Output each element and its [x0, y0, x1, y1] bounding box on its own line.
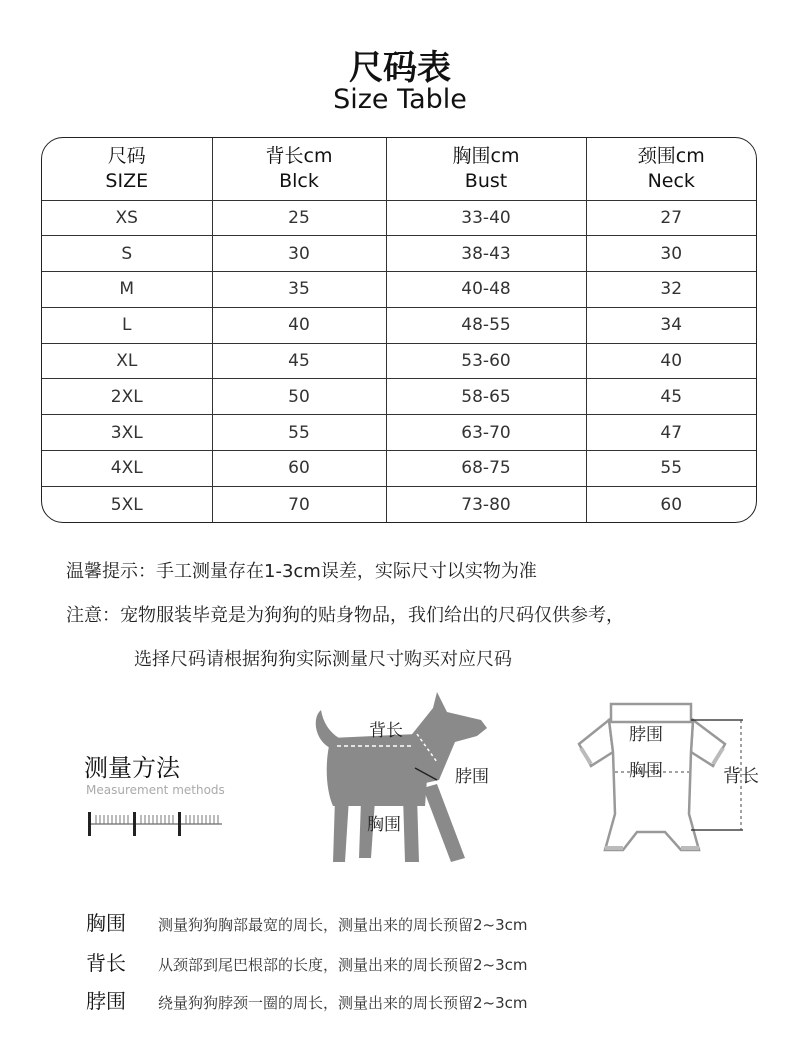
cell-back: 30 [212, 236, 386, 272]
cell-bust: 73-80 [386, 486, 586, 522]
caution-note-line2: 选择尺码请根据狗狗实际测量尺寸购买对应尺码 [134, 649, 512, 670]
table-row [42, 486, 756, 522]
table-row [42, 343, 756, 379]
header-back-length: 背长cm Blck [212, 138, 386, 200]
table-row [42, 272, 756, 308]
cell-neck: 47 [586, 415, 756, 451]
cell-neck: 34 [586, 307, 756, 343]
cell-size: XS [42, 200, 212, 236]
cell-neck: 60 [660, 494, 683, 515]
description-neck [86, 985, 528, 1014]
cell-size: 5XL [42, 486, 212, 522]
tip-note: 温馨提示：手工测量存在1-3cm误差，实际尺寸以实物为准 [66, 561, 537, 582]
cell-size: XL [42, 343, 212, 379]
cell-neck: 32 [586, 272, 756, 308]
cell-neck: 45 [586, 379, 756, 415]
cell-bust: 33-40 [386, 200, 586, 236]
cell-back: 50 [212, 379, 386, 415]
cell-size: L [42, 307, 212, 343]
table-row [42, 307, 756, 343]
method-subtitle: Measurement methods [86, 783, 225, 797]
cell-back: 60 [212, 451, 386, 487]
description-text: 从颈部到尾巴根部的长度，测量出来的周长预留2~3cm [158, 956, 528, 974]
description-back [86, 947, 528, 976]
cell-size: 4XL [42, 451, 212, 487]
garment-diagram [565, 690, 785, 870]
description-text: 绕量狗狗脖颈一圈的周长，测量出来的周长预留2~3cm [158, 994, 528, 1012]
table-row [42, 379, 756, 415]
cell-size: S [42, 236, 212, 272]
dog-label-neck: 脖围 [455, 767, 489, 787]
method-title: 测量方法 [84, 754, 180, 782]
cell-bust: 68-75 [386, 451, 586, 487]
cell-bust: 53-60 [386, 343, 586, 379]
cell-neck: 40 [586, 343, 756, 379]
cell-neck: 27 [586, 200, 756, 236]
page-subtitle: Size Table [333, 84, 467, 115]
cell-back: 55 [212, 415, 386, 451]
garment-label-neck: 脖围 [629, 725, 663, 745]
description-term: 背长 [86, 951, 126, 975]
table-row [42, 236, 756, 272]
cell-bust: 48-55 [386, 307, 586, 343]
table-header-row [42, 138, 756, 200]
dog-label-chest: 胸围 [367, 815, 401, 835]
cell-bust: 58-65 [386, 379, 586, 415]
description-text: 测量狗狗胸部最宽的周长，测量出来的周长预留2~3cm [158, 916, 528, 934]
ruler-icon [86, 806, 226, 836]
cell-neck: 55 [586, 451, 756, 487]
caution-note-line1: 注意：宠物服装毕竟是为狗狗的贴身物品，我们给出的尺码仅供参考， [66, 605, 624, 626]
description-term: 脖围 [86, 989, 126, 1013]
table-row [42, 451, 756, 487]
cell-bust: 40-48 [386, 272, 586, 308]
cell-back: 45 [212, 343, 386, 379]
header-bust: 胸围cm Bust [386, 138, 586, 200]
cell-back: 70 [212, 486, 386, 522]
cell-bust: 38-43 [386, 236, 586, 272]
garment-label-chest: 胸围 [629, 761, 663, 781]
cell-back: 25 [212, 200, 386, 236]
description-chest [86, 907, 528, 936]
dog-diagram [305, 688, 515, 868]
size-table [41, 137, 757, 523]
garment-label-back: 背长 [723, 766, 759, 787]
cell-size: M [42, 272, 212, 308]
cell-back: 35 [212, 272, 386, 308]
table-row [42, 200, 756, 236]
cell-bust: 63-70 [386, 415, 586, 451]
description-term: 胸围 [86, 911, 126, 935]
header-size: 尺码 SIZE [42, 138, 212, 200]
header-neck: 颈围cm Neck [586, 138, 756, 200]
cell-back: 40 [212, 307, 386, 343]
table-row [42, 415, 756, 451]
cell-neck: 30 [586, 236, 756, 272]
dog-label-back: 背长 [369, 721, 403, 741]
cell-size: 2XL [42, 379, 212, 415]
cell-size: 3XL [42, 415, 212, 451]
page-title: 尺码表 [349, 48, 451, 88]
